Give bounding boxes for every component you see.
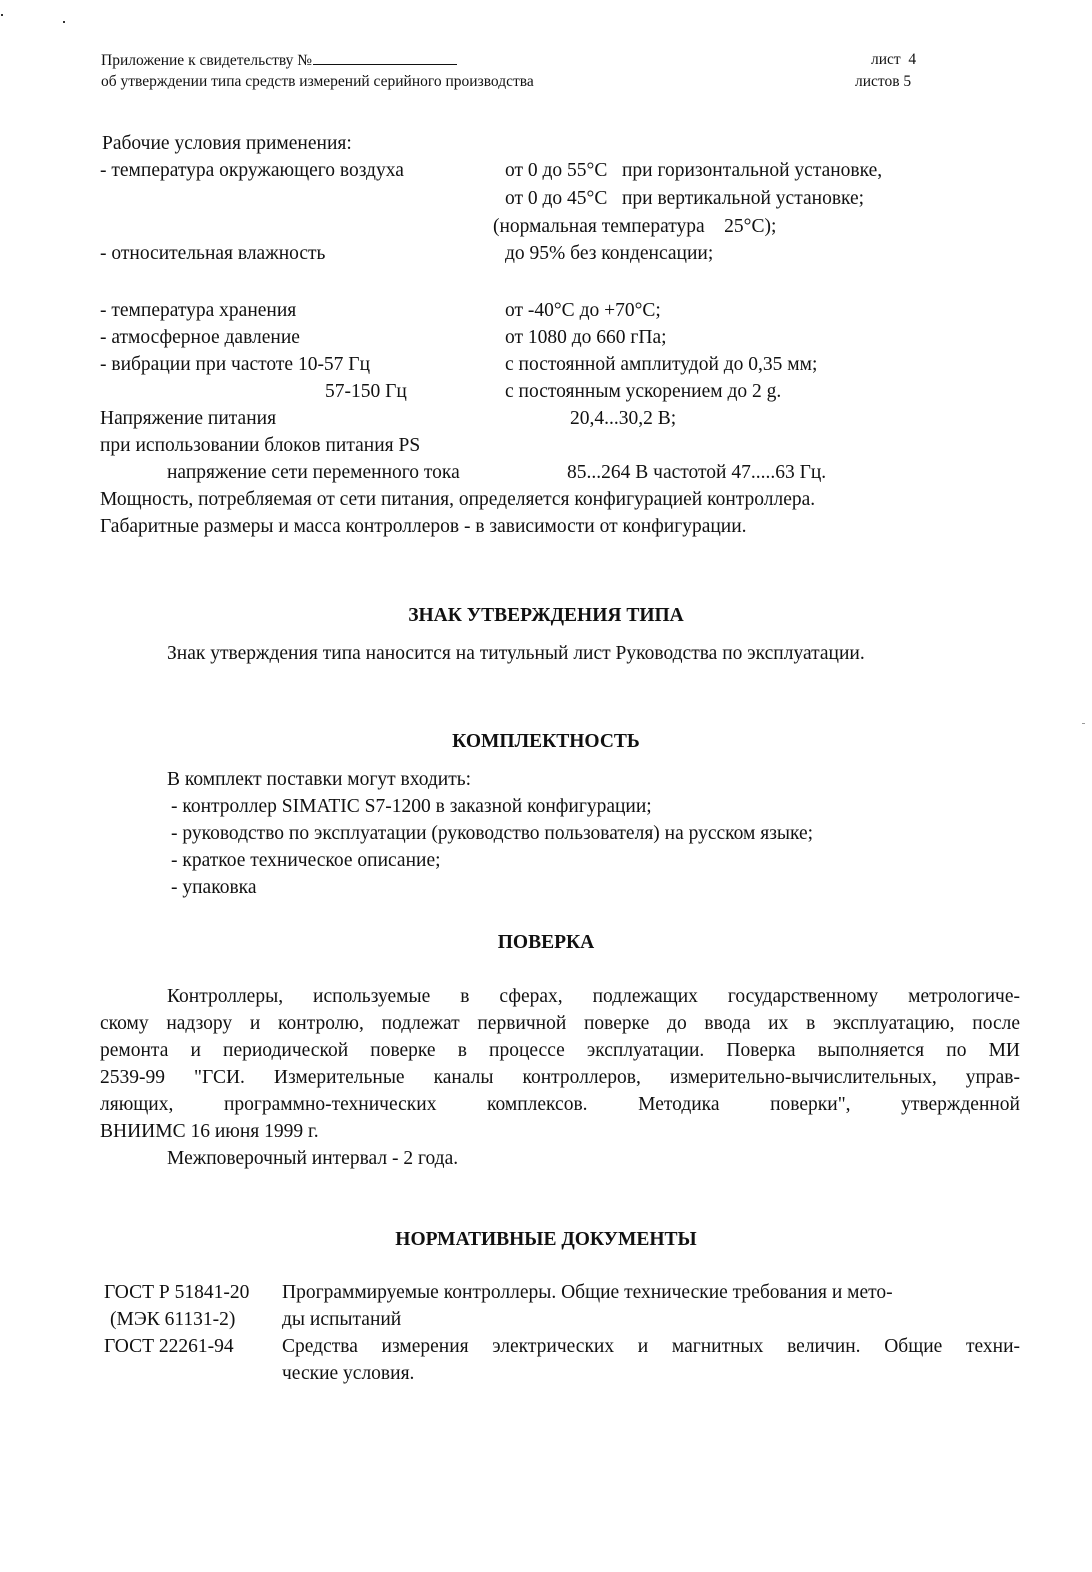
type-approval-text: Знак утверждения типа наносится на титульный лист Руководства по эксплуатации. [167, 643, 865, 664]
condition-label: - температура окружающего воздуха [100, 160, 404, 181]
completeness-intro: В комплект поставки могут входить: [167, 769, 472, 790]
completeness-item: - краткое техническое описание; [171, 850, 441, 871]
normative-doc-code: ГОСТ 22261-94 [104, 1336, 234, 1357]
normative-doc-title: Средства измерения электрических и магнитных величин. Общие техни- [282, 1336, 1020, 1357]
header-certificate-line [101, 50, 457, 71]
condition-label: 57-150 Гц [325, 381, 407, 402]
normative-doc-title: Программируемые контроллеры. Общие технические требования и мето- [282, 1282, 893, 1303]
power-supply-ps-label: при использовании блоков питания PS [100, 435, 421, 456]
power-consumption-note: Мощность, потребляемая от сети питания, определяется конфигурацией контроллера. [100, 489, 816, 510]
verification-paragraph-line: ремонта и периодической поверке в процессе эксплуатации. Поверка выполняется по МИ [100, 1040, 1020, 1061]
completeness-item: - контроллер SIMATIC S7-1200 в заказной конфигурации; [171, 796, 652, 817]
header-sheets-total: листов 5 [855, 73, 912, 90]
condition-label: - температура хранения [100, 300, 297, 321]
normative-documents-heading: НОРМАТИВНЫЕ ДОКУМЕНТЫ [395, 1229, 697, 1250]
verification-paragraph-line: Контроллеры, используемые в сферах, подлежащих государственному метрологиче- [167, 986, 1020, 1007]
header-sheet-number: лист 4 [871, 51, 917, 68]
scan-speck [1, 14, 3, 16]
scan-speck [63, 21, 65, 23]
dimensions-note: Габаритные размеры и масса контроллеров - в зависимости от конфигурации. [100, 516, 747, 537]
mains-voltage-label: напряжение сети переменного тока [167, 462, 460, 483]
operating-conditions-title: Рабочие условия применения: [102, 133, 352, 154]
header-subtitle: об утверждении типа средств измерений серийного производства [101, 73, 534, 90]
completeness-item: - упаковка [171, 877, 257, 898]
verification-paragraph-last-line: ВНИИМС 16 июня 1999 г. [100, 1121, 319, 1142]
condition-value: от 0 до 55°С при горизонтальной установке, [505, 160, 883, 181]
condition-value: с постоянной амплитудой до 0,35 мм; [505, 354, 818, 375]
normative-doc-code-alt: (МЭК 61131-2) [110, 1309, 236, 1330]
certificate-number-blank [313, 50, 457, 65]
verification-paragraph-line: скому надзору и контролю, подлежат первичной поверке до ввода их в эксплуатацию, после [100, 1013, 1020, 1034]
completeness-item: - руководство по эксплуатации (руководство пользователя) на русском языке; [171, 823, 814, 844]
supply-voltage-label: Напряжение питания [100, 408, 277, 429]
condition-value: от 0 до 45°С при вертикальной установке; [505, 188, 865, 209]
supply-voltage-value: 20,4...30,2 В; [570, 408, 677, 429]
condition-value: от 1080 до 660 гПа; [505, 327, 667, 348]
condition-value: (нормальная температура 25°С); [493, 216, 777, 237]
normative-doc-code: ГОСТ Р 51841-20 [104, 1282, 250, 1303]
mains-voltage-value: 85...264 В частотой 47.....63 Гц. [567, 462, 827, 483]
normative-doc-title-cont: ды испытаний [282, 1309, 402, 1330]
condition-label: - относительная влажность [100, 243, 326, 264]
condition-label: - вибрации при частоте 10-57 Гц [100, 354, 371, 375]
verification-paragraph-line: ляющих, программно-технических комплексов. Методика поверки", утвержденной [100, 1094, 1020, 1115]
condition-value: с постоянным ускорением до 2 g. [505, 381, 782, 402]
verification-heading: ПОВЕРКА [497, 932, 595, 953]
completeness-heading: КОМПЛЕКТНОСТЬ [452, 731, 640, 752]
normative-doc-title-cont: ческие условия. [282, 1363, 415, 1384]
verification-paragraph-line: 2539-99 "ГСИ. Измерительные каналы контроллеров, измерительно-вычислительных, управ- [100, 1067, 1020, 1088]
condition-label: - атмосферное давление [100, 327, 300, 348]
type-approval-heading: ЗНАК УТВЕРЖДЕНИЯ ТИПА [408, 605, 684, 626]
verification-interval: Межповерочный интервал - 2 года. [167, 1148, 459, 1169]
header-certificate-label: Приложение к свидетельству № [101, 52, 313, 69]
condition-value: от -40°С до +70°С; [505, 300, 661, 321]
condition-value: до 95% без конденсации; [505, 243, 714, 264]
scan-speck [1082, 723, 1085, 724]
